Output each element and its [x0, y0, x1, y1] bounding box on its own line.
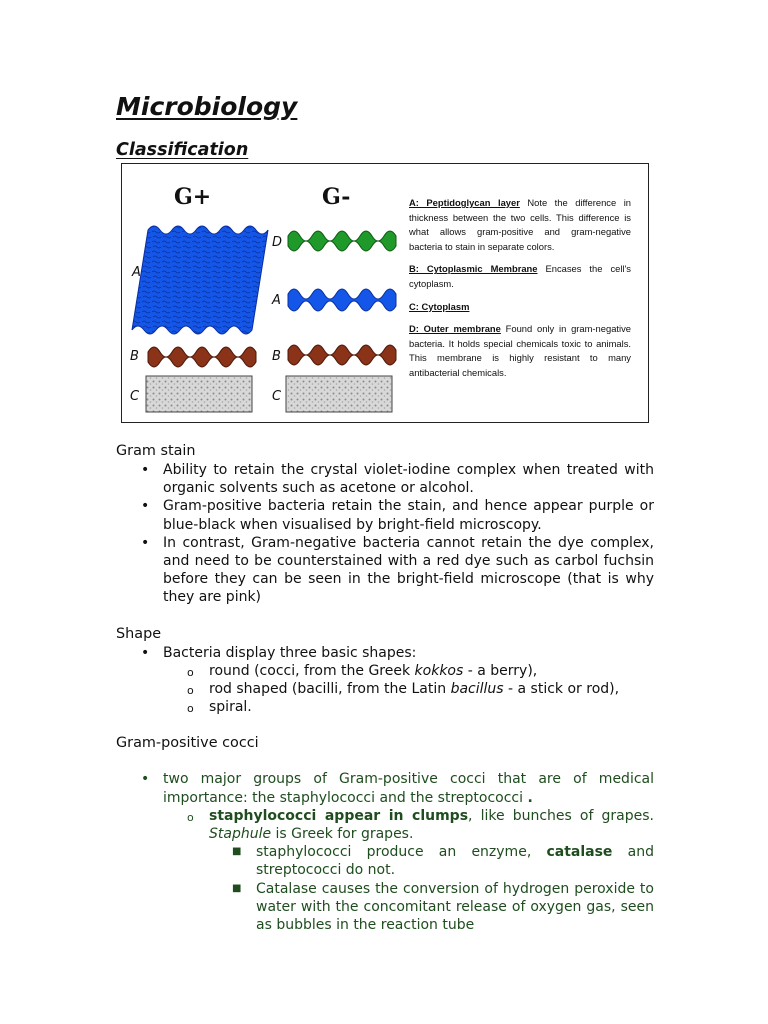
- legend-a-text: Note the difference in thickness between the two cells. This difference is what allows gram-positive and gram-negative bacteria to stain in separate colors.: [409, 197, 631, 252]
- label-a-gplus: A: [132, 265, 141, 280]
- list-item: o rod shaped (bacilli, from the Latin bacillus - a stick or rod),: [187, 681, 620, 698]
- label-b-gminus: B: [272, 349, 281, 364]
- gram-stain-heading: Gram stain: [116, 443, 196, 459]
- gplus-membrane: [148, 347, 256, 367]
- shape-list: [116, 644, 654, 717]
- label-b-gplus: B: [130, 349, 139, 364]
- list-item: • In contrast, Gram-negative bacteria cannot retain the dye complex, and need to be counterstained with a red dye such as carbol fuchsin before they can be seen in the bright-field microscope (that is why they are pink): [141, 534, 654, 606]
- gplus-cytoplasm: [146, 376, 252, 412]
- gminus-cytoplasm: [286, 376, 392, 412]
- list-item: ■ staphylococci produce an enzyme, catalase and streptococci do not.: [232, 844, 654, 879]
- section-title: Classification: [116, 140, 249, 160]
- gram-stain-list: [116, 461, 654, 607]
- gminus-peptidoglycan: [288, 289, 396, 311]
- gplus-peptidoglycan: [132, 226, 268, 334]
- gram-positive-cocci-heading: Gram-positive cocci: [116, 735, 259, 752]
- legend-b-heading: B: Cytoplasmic Membrane: [409, 263, 538, 275]
- label-c-gminus: C: [272, 389, 282, 404]
- page-title: Microbiology: [116, 92, 298, 121]
- list-item: • two major groups of Gram-positive cocci that are of medical importance: the staphylococci and the streptococci .: [141, 771, 654, 806]
- list-item: ■ Catalase causes the conversion of hydrogen peroxide to water with the concomitant release of oxygen gas, seen as bubbles in the reaction tube: [232, 880, 654, 934]
- legend-d-heading: D: Outer membrane: [409, 323, 501, 335]
- figure-legend: [409, 196, 631, 389]
- document-body: [116, 441, 654, 934]
- list-item: o staphylococci appear in clumps, like bunches of grapes. Staphule is Greek for grapes.: [187, 807, 654, 843]
- gram-negative-label: G-: [322, 184, 351, 210]
- list-item: o round (cocci, from the Greek kokkos - a berry),: [187, 662, 538, 679]
- legend-d-text: Found only in gram-negative bacteria. It holds special chemicals toxic to animals. This membrane is highly resistant to many antibacterial chemicals.: [409, 323, 631, 378]
- list-item: o spiral.: [187, 699, 252, 716]
- gminus-membrane: [288, 345, 396, 365]
- label-c-gplus: C: [130, 389, 140, 404]
- legend-a-heading: A: Peptidoglycan layer: [409, 197, 520, 208]
- list-item: • Ability to retain the crystal violet-iodine complex when treated with organic solvents such as acetone or alcohol.: [141, 462, 654, 497]
- list-item: • Bacteria display three basic shapes:: [141, 644, 417, 661]
- shape-heading: Shape: [116, 625, 162, 642]
- legend-c-heading: C: Cytoplasm: [409, 300, 470, 312]
- gram-positive-label: G+: [174, 184, 212, 210]
- cocci-list: [116, 770, 654, 934]
- gminus-outer-membrane: [288, 231, 396, 251]
- legend-b-text: Encases the cell's cytoplasm.: [409, 263, 631, 289]
- label-d-gminus: D: [272, 235, 283, 250]
- label-a-gminus: A: [272, 293, 281, 308]
- list-item: • Gram-positive bacteria retain the stain, and hence appear purple or blue-black when visualised by bright-field microscopy.: [141, 498, 654, 533]
- gram-wall-figure: [121, 163, 649, 423]
